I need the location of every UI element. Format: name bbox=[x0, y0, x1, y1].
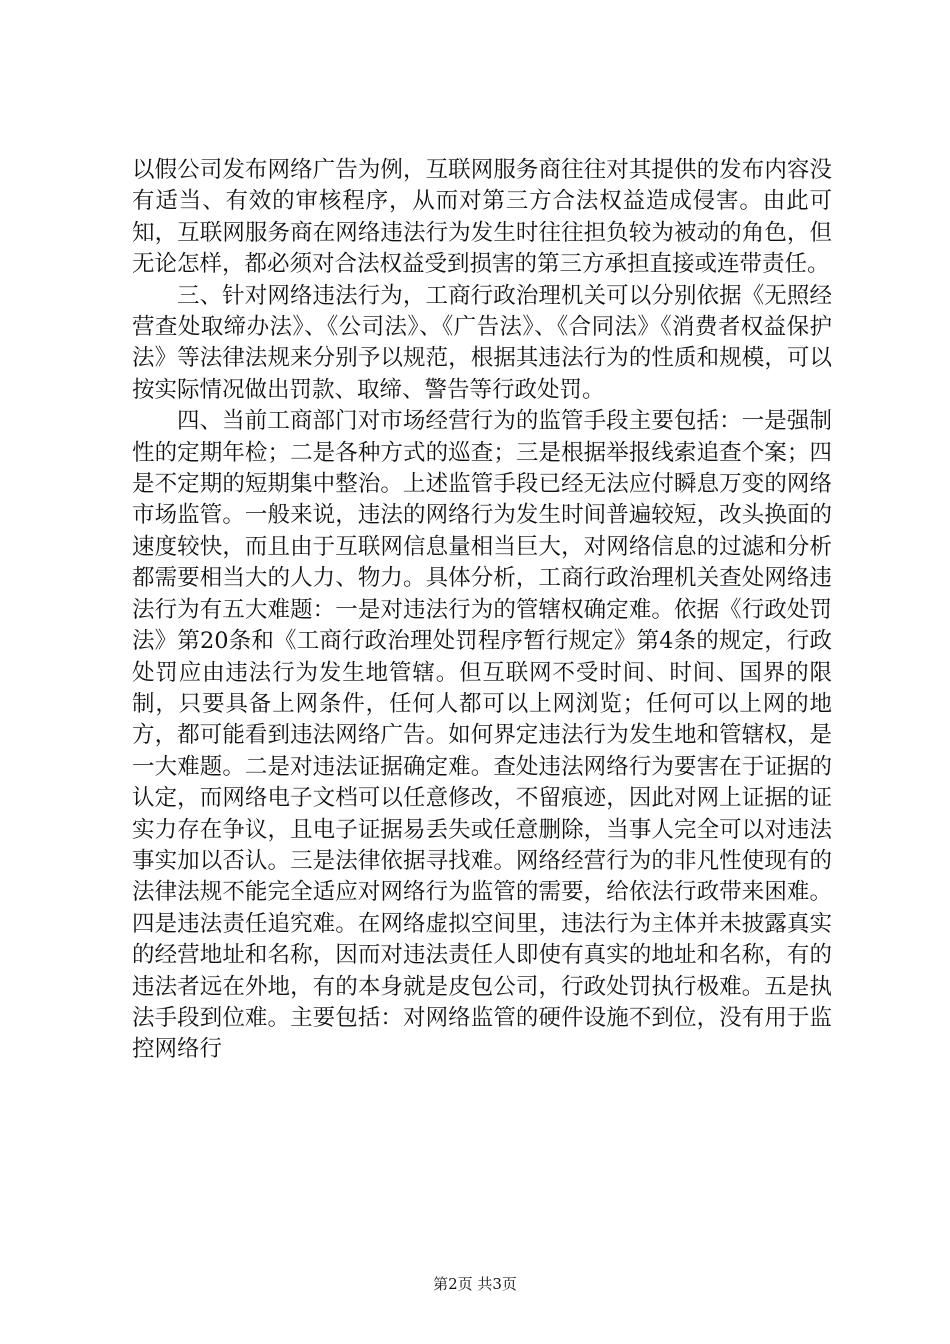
body-text bbox=[132, 155, 832, 1066]
paragraph-3: 四、当前工商部门对市场经营行为的监管手段主要包括：一是强制性的定期年检；二是各种方式的巡查；三是根据举报线索追查个案；四是不定期的短期集中整治。上述监管手段已经无法应付瞬息万变的网络市场监管。一般来说，违法的网络行为发生时间普遍较短，改头换面的速度较快，而且由于互联网信息量相当巨大，对网络信息的过滤和分析都需要相当大的人力、物力。具体分析，工商行政治理机关查处网络违法行为有五大难题：一是对违法行为的管辖权确定难。依据《行政处罚法》第20条和《工商行政治理处罚程序暂行规定》第4条的规定，行政处罚应由违法行为发生地管辖。但互联网不受时间、时间、国界的限制，只要具备上网条件，任何人都可以上网浏览；任何可以上网的地方，都可能看到违法网络广告。如何界定违法行为发生地和管辖权，是一大难题。二是对违法证据确定难。查处违法网络行为要害在于证据的认定，而网络电子文档可以任意修改，不留痕迹，因此对网上证据的证实力存在争议，且电子证据易丢失或任意删除，当事人完全可以对违法事实加以否认。三是法律依据寻找难。网络经营行为的非凡性使现有的法律法规不能完全适应对网络行为监管的需要，给依法行政带来困难。四是违法责任追究难。在网络虚拟空间里，违法行为主体并未披露真实的经营地址和名称，因而对违法责任人即使有真实的地址和名称，有的违法者远在外地，有的本身就是皮包公司，行政处罚执行极难。五是执法手段到位难。主要包括：对网络监管的硬件设施不到位，没有用于监控网络行 bbox=[132, 408, 832, 1063]
paragraph-2: 三、针对网络违法行为，工商行政治理机关可以分别依据《无照经营查处取缔办法》、《公司法》、《广告法》、《合同法》《消费者权益保护法》等法律法规来分别予以规范，根据其违法行为的性质和规模，可以按实际情况做出罚款、取缔、警告等行政处罚。 bbox=[132, 282, 832, 403]
paragraph-1: 以假公司发布网络广告为例，互联网服务商往往对其提供的发布内容没有适当、有效的审核程序，从而对第三方合法权益造成侵害。由此可知，互联网服务商在网络违法行为发生时往往担负较为被动的角色，但无论怎样，都必须对合法权益受到损害的第三方承担直接或连带责任。 bbox=[132, 157, 832, 278]
page-number-footer: 第2页 共3页 bbox=[433, 1275, 517, 1293]
